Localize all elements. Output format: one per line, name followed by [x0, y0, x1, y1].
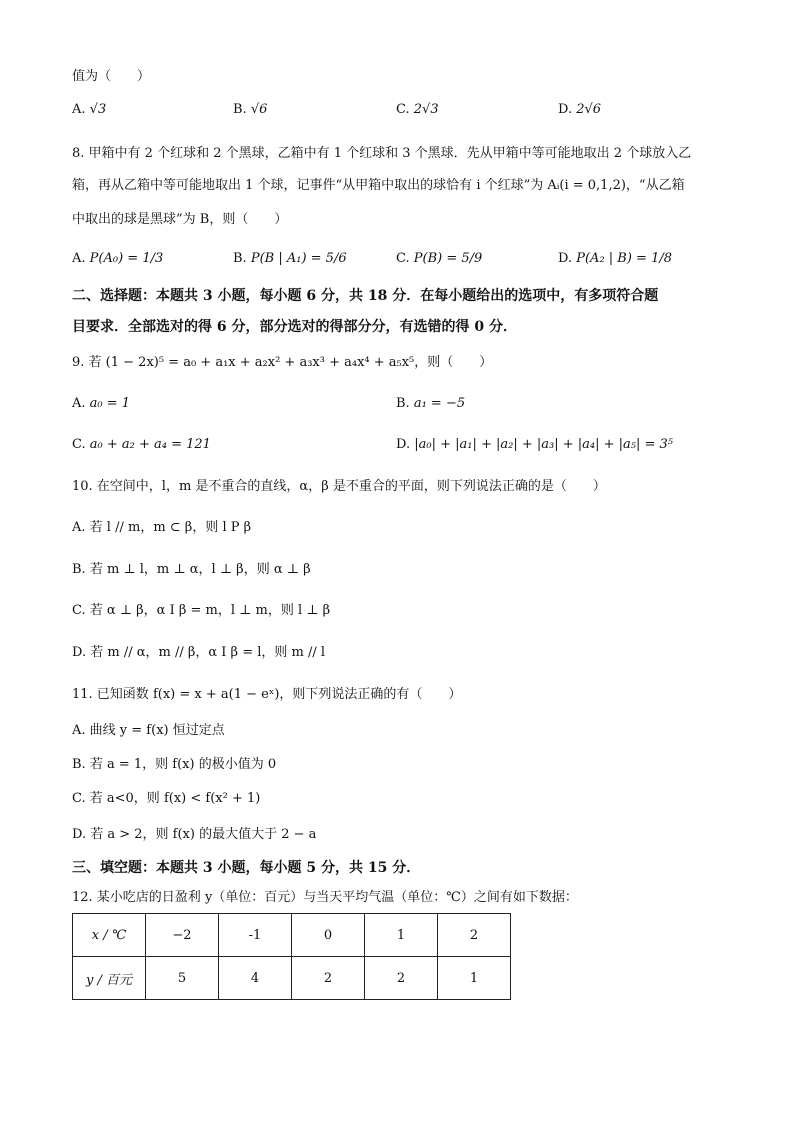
table-cell: x / ℃: [73, 914, 146, 957]
q7-stem-tail: 值为（ ）: [72, 69, 151, 84]
q8-option-d: D. P(A₂ | B) = 1/8: [558, 251, 673, 266]
table-cell: 0: [292, 914, 365, 957]
q7-option-c: C. 2√3: [396, 102, 439, 117]
table-cell: −2: [146, 914, 219, 957]
q10-stem: 10. 在空间中，l，m 是不重合的直线，α，β 是不重合的平面，则下列说法正确的是（ ）: [72, 479, 606, 494]
q9-option-d: D. |a₀| + |a₁| + |a₂| + |a₃| + |a₄| + |a₅| = 3⁵: [396, 437, 673, 452]
q10-option-a: A. 若 l // m，m ⊂ β，则 l P β: [72, 520, 252, 535]
section-2-heading-line1: 二、选择题：本题共 3 小题，每小题 6 分，共 18 分．在每小题给出的选项中，有多项符合题: [72, 288, 659, 304]
q10-option-d: D. 若 m // α，m // β，α I β = l，则 m // l: [72, 645, 326, 660]
q8-stem-line3: 中取出的球是黑球”为 B，则（ ）: [72, 212, 288, 227]
q11-option-a: A. 曲线 y = f(x) 恒过定点: [72, 723, 225, 738]
q9-option-a: A. a₀ = 1: [72, 396, 131, 411]
q12-stem: 12. 某小吃店的日盈利 y（单位：百元）与当天平均气温（单位：℃）之间有如下数据：: [72, 890, 578, 905]
table-cell: 1: [365, 914, 438, 957]
table-cell: 1: [438, 957, 511, 1000]
q7-option-d: D. 2√6: [558, 102, 602, 117]
q11-stem: 11. 已知函数 f(x) = x + a(1 − eˣ)，则下列说法正确的有（ ）: [72, 687, 462, 702]
q8-stem-line2: 箱，再从乙箱中等可能地取出 1 个球，记事件“从甲箱中取出的球恰有 i 个红球”为 Aᵢ(i = 0,1,2)，“从乙箱: [72, 178, 685, 193]
section-3-heading: 三、填空题：本题共 3 小题，每小题 5 分，共 15 分．: [72, 860, 421, 876]
q7-option-b: B. √6: [233, 102, 268, 117]
table-row: [73, 957, 511, 1000]
q8-option-c: C. P(B) = 5/9: [396, 251, 483, 266]
q11-option-b: B. 若 a = 1，则 f(x) 的极小值为 0: [72, 757, 277, 772]
q11-option-c: C. 若 a<0，则 f(x) < f(x² + 1): [72, 791, 261, 806]
table-cell: y / 百元: [73, 957, 146, 1000]
q9-option-b: B. a₁ = −5: [396, 396, 466, 411]
q7-option-a: A. √3: [72, 102, 107, 117]
q8-stem-line1: 8. 甲箱中有 2 个红球和 2 个黑球，乙箱中有 1 个红球和 3 个黑球．先从甲箱中等可能地取出 2 个球放入乙: [72, 146, 692, 161]
table-cell: 5: [146, 957, 219, 1000]
q10-option-c: C. 若 α ⊥ β，α I β = m，l ⊥ m，则 l ⊥ β: [72, 603, 331, 618]
table-row: [73, 914, 511, 957]
q10-option-b: B. 若 m ⊥ l，m ⊥ α，l ⊥ β，则 α ⊥ β: [72, 562, 311, 577]
table-cell: 2: [438, 914, 511, 957]
q12-data-table: [72, 913, 511, 1000]
q9-option-c: C. a₀ + a₂ + a₄ = 121: [72, 437, 211, 452]
q9-stem: 9. 若 (1 − 2x)⁵ = a₀ + a₁x + a₂x² + a₃x³ + a₄x⁴ + a₅x⁵，则（ ）: [72, 355, 493, 370]
table-cell: -1: [219, 914, 292, 957]
table-cell: 2: [292, 957, 365, 1000]
q8-option-b: B. P(B | A₁) = 5/6: [233, 251, 347, 266]
table-cell: 2: [365, 957, 438, 1000]
q8-option-a: A. P(A₀) = 1/3: [72, 251, 164, 266]
q11-option-d: D. 若 a > 2，则 f(x) 的最大值大于 2 − a: [72, 827, 317, 842]
section-2-heading-line2: 目要求．全部选对的得 6 分，部分选对的得部分分，有选错的得 0 分．: [72, 319, 517, 335]
table-cell: 4: [219, 957, 292, 1000]
